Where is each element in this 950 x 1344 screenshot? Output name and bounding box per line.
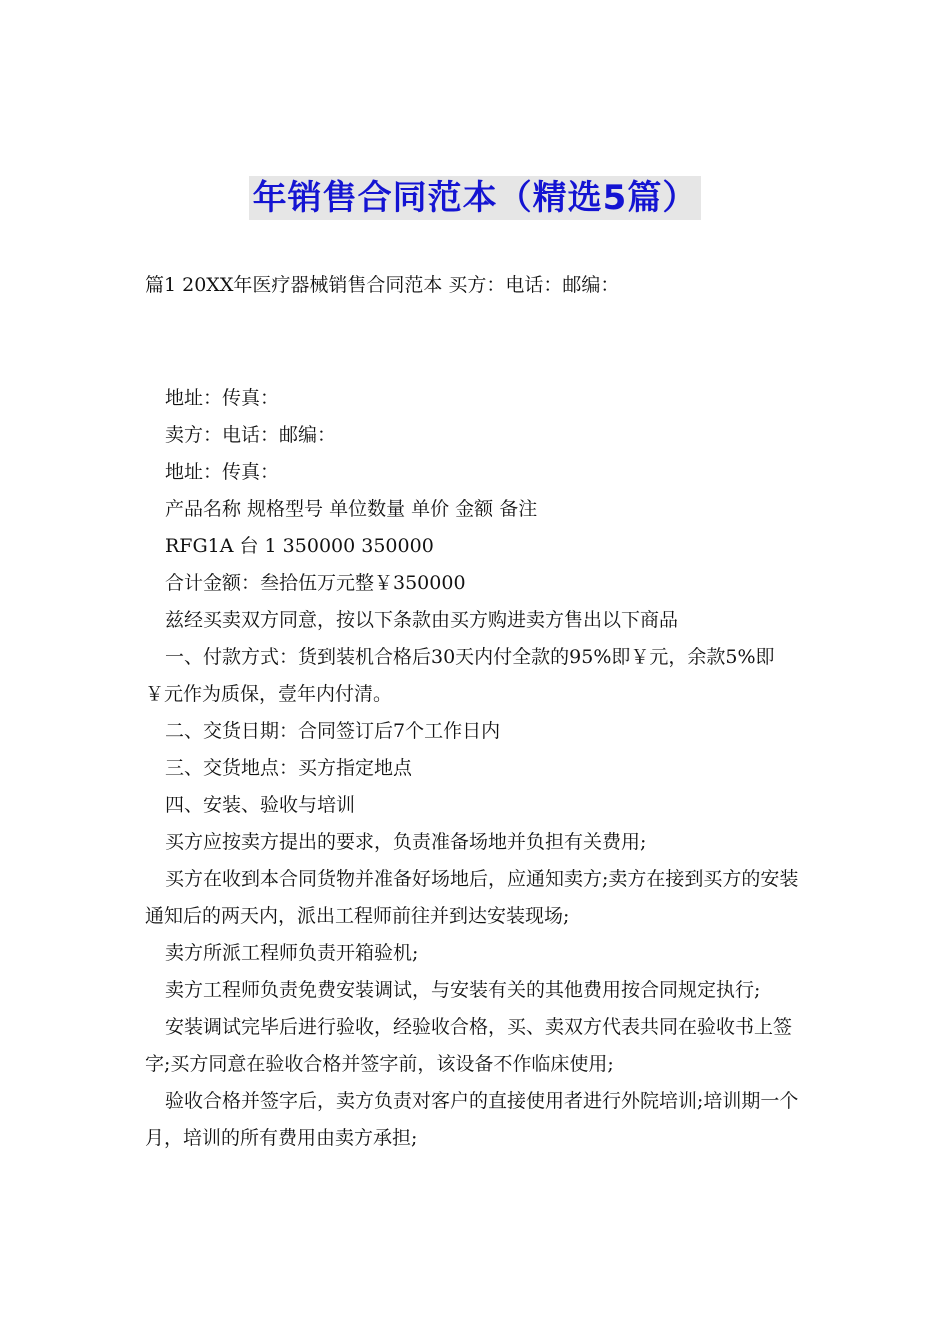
paragraph-installation-heading: 四、安装、验收与培训 [165, 794, 356, 816]
paragraph-total-amount: 合计金额：叁拾伍万元整￥350000 [165, 572, 466, 594]
intro-line: 篇1 20XX年医疗器械销售合同范本 买方：电话：邮编： [145, 274, 620, 296]
paragraph-site-preparation: 买方应按卖方提出的要求，负责准备场地并负担有关费用; [165, 831, 647, 853]
paragraph-payment-terms: 一、付款方式：货到装机合格后30天内付全款的95%即￥元，余款5%即￥元作为质保，壹年内付清。 [145, 646, 775, 705]
paragraph-seller: 卖方：电话：邮编： [165, 424, 337, 446]
paragraph-agreement: 兹经买卖双方同意，按以下条款由买方购进卖方售出以下商品 [165, 609, 679, 631]
paragraph-address-2: 地址：传真： [165, 461, 280, 483]
document-body [145, 380, 810, 1157]
paragraph-address-1: 地址：传真： [165, 387, 280, 409]
paragraph-free-installation: 卖方工程师负责免费安装调试，与安装有关的其他费用按合同规定执行; [165, 979, 761, 1001]
paragraph-product-header: 产品名称 规格型号 单位数量 单价 金额 备注 [165, 498, 538, 520]
title-container [0, 176, 950, 220]
paragraph-delivery-date: 二、交货日期：合同签订后7个工作日内 [165, 720, 501, 742]
paragraph-product-row: RFG1A 台 1 350000 350000 [165, 535, 434, 557]
paragraph-training: 验收合格并签字后，卖方负责对客户的直接使用者进行外院培训;培训期一个月，培训的所有费用由卖方承担; [145, 1090, 799, 1149]
paragraph-acceptance: 安装调试完毕后进行验收，经验收合格，买、卖双方代表共同在验收书上签字;买方同意在验收合格并签字前，该设备不作临床使用; [145, 1016, 793, 1075]
paragraph-install-notice: 买方在收到本合同货物并准备好场地后，应通知卖方;卖方在接到买方的安装通知后的两天内，派出工程师前往并到达安装现场; [145, 868, 799, 927]
paragraph-delivery-location: 三、交货地点：买方指定地点 [165, 757, 413, 779]
document-title: 年销售合同范本（精选5篇） [249, 176, 702, 220]
paragraph-unpacking: 卖方所派工程师负责开箱验机; [165, 942, 419, 964]
